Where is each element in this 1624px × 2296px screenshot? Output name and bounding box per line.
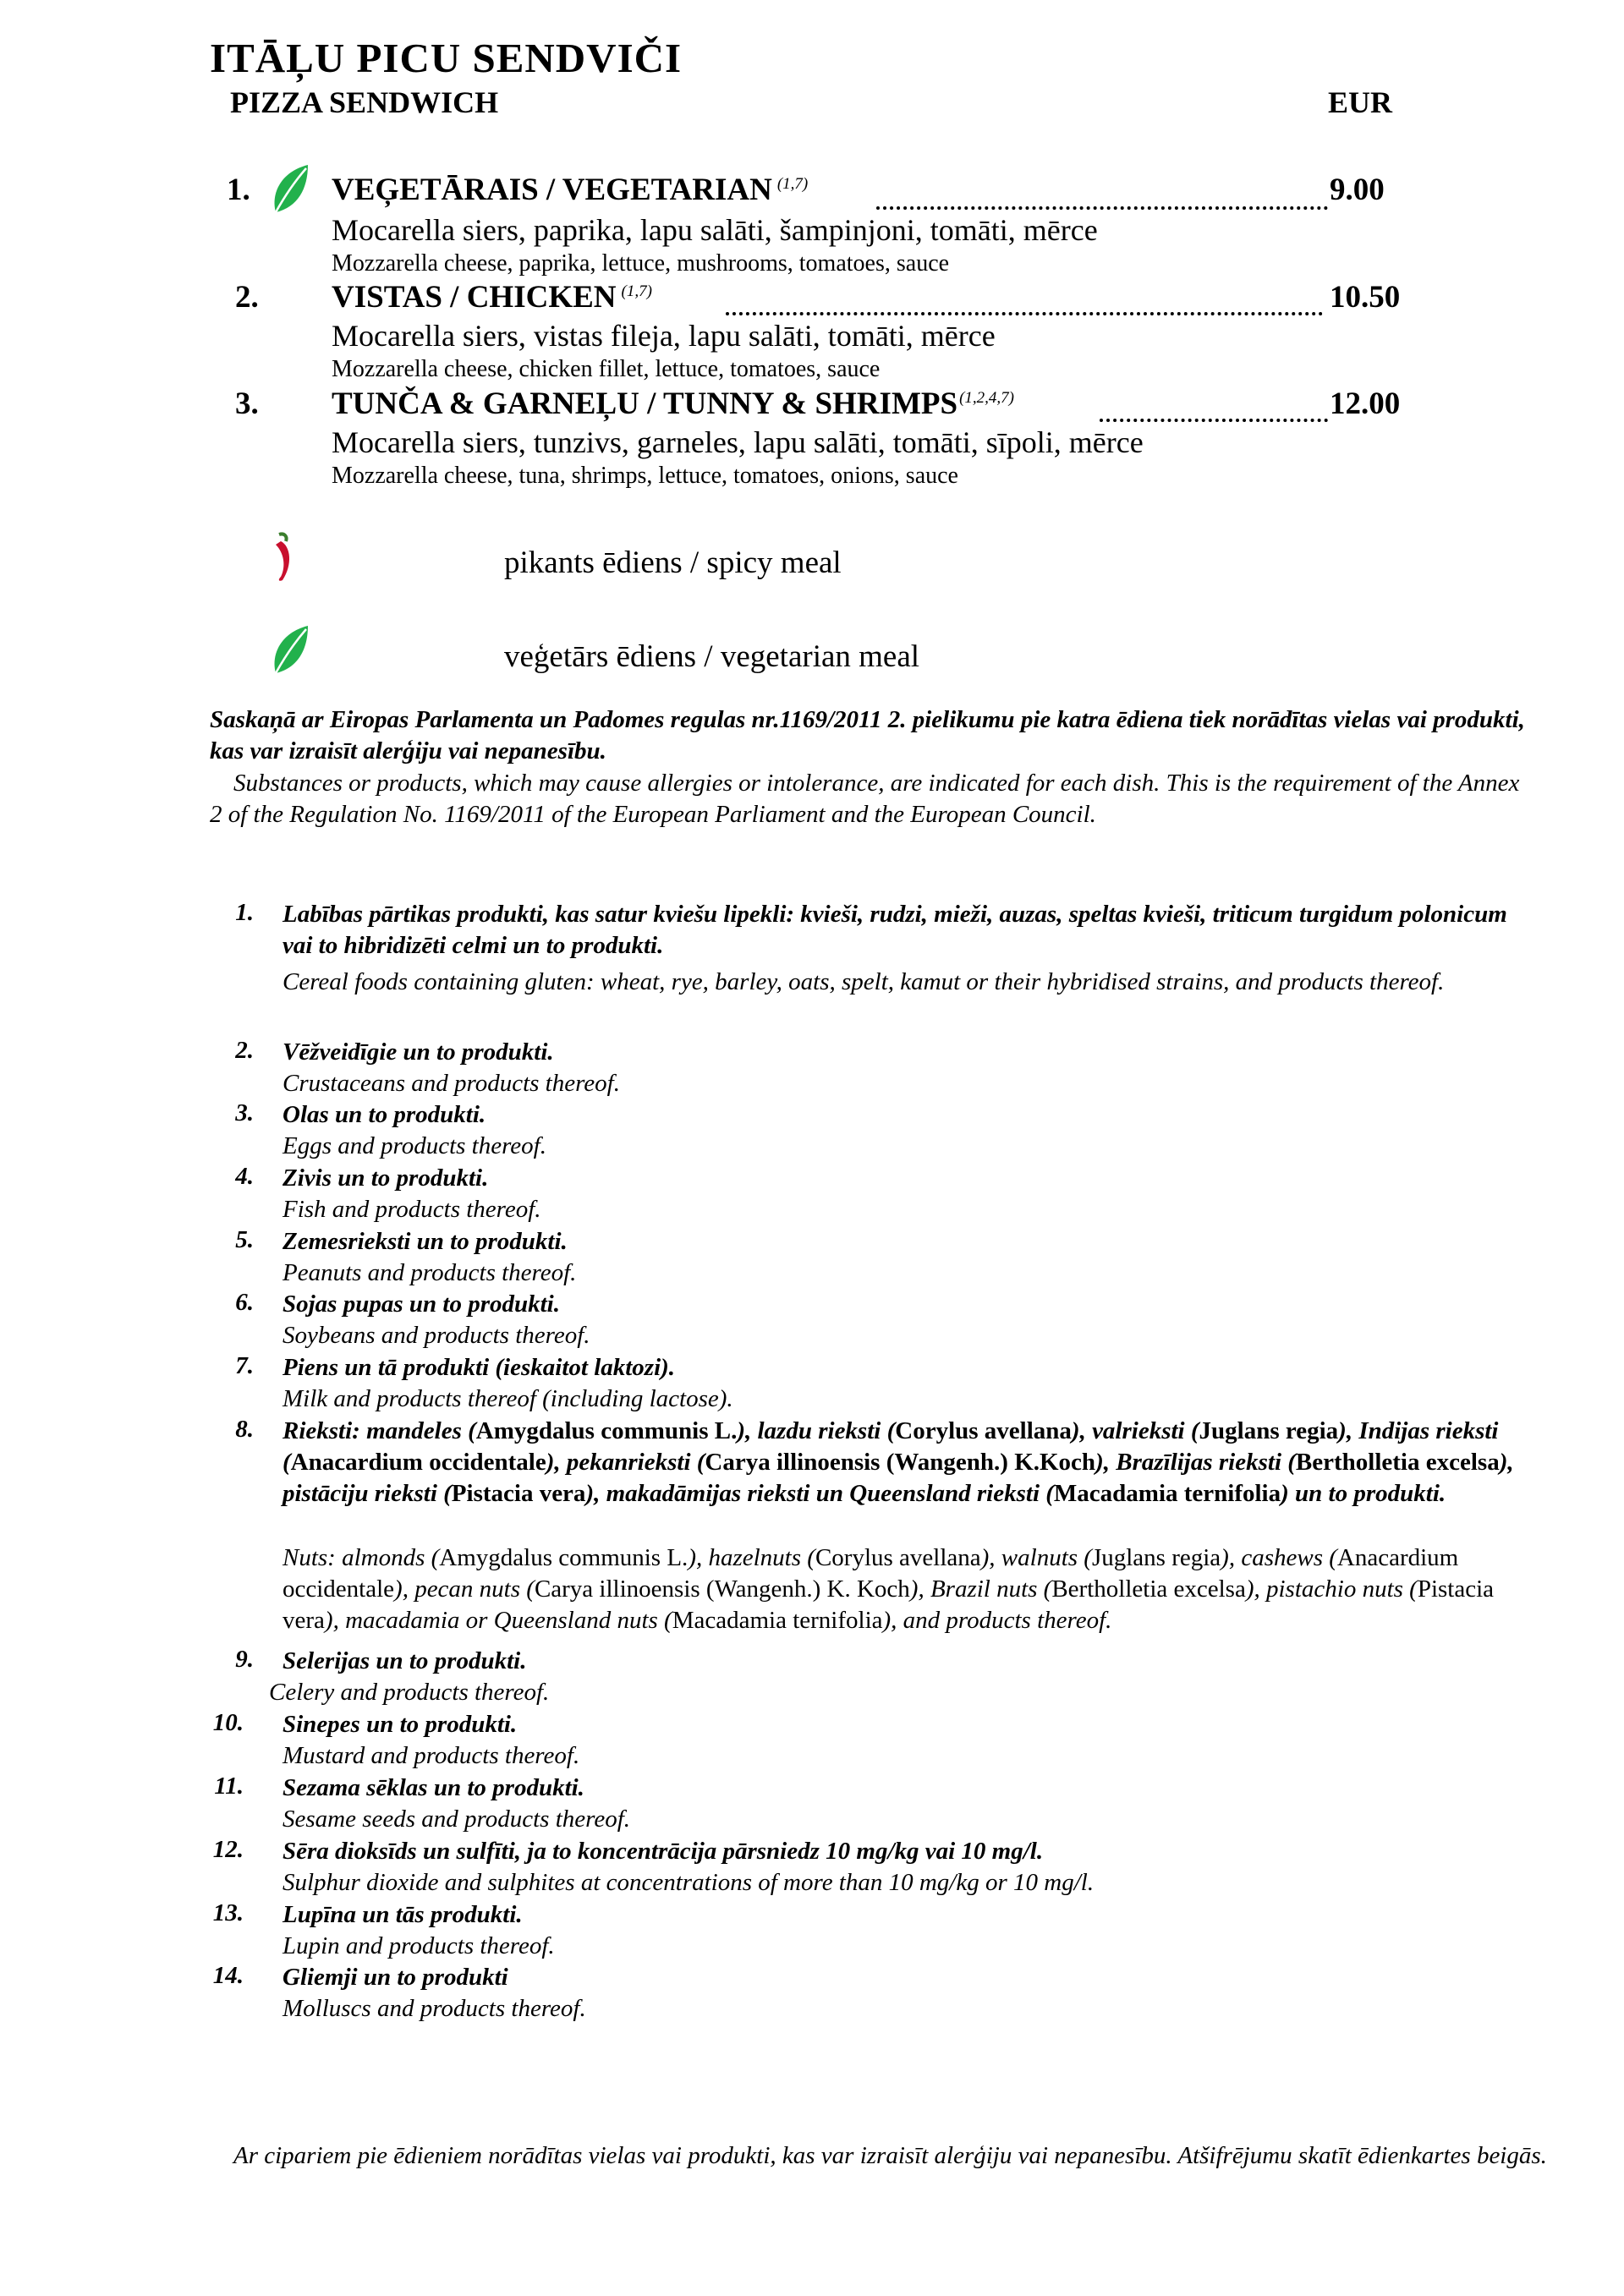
allergen-lv: Zemesrieksti un to produkti.	[283, 1228, 568, 1255]
allergen-number: 7.	[235, 1352, 254, 1379]
allergen-lv: Sēra dioksīds un sulfīti, ja to koncentrācija pārsniedz 10 mg/kg vai 10 mg/l.	[283, 1838, 1044, 1865]
nuts-lv-botanical-name: Juglans regia	[1199, 1417, 1339, 1444]
allergen-number: 4.	[235, 1163, 254, 1190]
nuts-en-botanical-name: Juglans regia	[1091, 1544, 1221, 1571]
leaf-icon	[269, 163, 311, 216]
nuts-en-botanical-name: Anacardium occidentale	[283, 1544, 1459, 1603]
allergen-number: 14.	[212, 1962, 244, 1989]
allergen-en: Celery and products thereof.	[269, 1679, 550, 1706]
allergen-number: 6.	[235, 1289, 254, 1316]
allergen-number: 3.	[235, 1099, 254, 1126]
regulation-lv: Saskaņā ar Eiropas Parlamenta un Padomes regulas nr.1169/2011 2. pielikumu pie katra ēdiena tiek norādītas vielas vai produkti, kas var izraisīt alerģiju vai nepanesību.	[210, 706, 1525, 764]
currency-label: EUR	[1328, 85, 1393, 119]
nuts-en-text: ), Brazil nuts (	[909, 1575, 1052, 1603]
nuts-lv-botanical-name: Amygdalus communis L.	[475, 1417, 738, 1444]
nuts-en-botanical-name: Macadamia ternifolia	[672, 1607, 883, 1634]
allergen-en	[283, 1543, 1534, 1636]
item-3-name: TUNČA & GARNEĻU / TUNNY & SHRIMPS $^{(1,2,4,7)}$	[332, 386, 1014, 421]
allergen-en: Molluscs and products thereof.	[283, 1995, 586, 2022]
nuts-en-botanical-name: Corylus avellana	[815, 1544, 981, 1571]
item-1-price: 9.00	[1330, 173, 1385, 207]
nuts-en-text: ), cashews (	[1221, 1544, 1337, 1571]
nuts-lv-botanical-name: Macadamia ternifolia	[1053, 1480, 1281, 1507]
item-1-leader	[876, 206, 1328, 210]
nuts-en-text: ), walnuts (	[980, 1544, 1092, 1571]
allergen-en: Lupin and products thereof.	[283, 1932, 555, 1959]
item-2-desc-lv: Mocarella siers, vistas fileja, lapu salāti, tomāti, mērce	[332, 319, 996, 353]
item-1-desc-lv: Mocarella siers, paprika, lapu salāti, šampinjoni, tomāti, mērce	[332, 213, 1098, 247]
nuts-lv-text: ), valrieksti (	[1071, 1417, 1199, 1444]
item-3-price: 12.00	[1330, 386, 1401, 421]
nuts-en-botanical-name: Amygdalus communis L.	[439, 1544, 689, 1571]
item-2-price: 10.50	[1330, 280, 1401, 315]
nuts-en-botanical-name: Carya illinoensis (Wangenh.) K. Koch	[534, 1575, 910, 1603]
allergen-lv: Zivis un to produkti.	[283, 1164, 489, 1192]
nuts-lv-text: ), lazdu rieksti (	[737, 1417, 896, 1444]
nuts-en-text: ), macadamia or Queensland nuts (	[324, 1607, 672, 1634]
legend-spicy: pikants ēdiens / spicy meal	[504, 545, 842, 580]
allergen-lv: Sezama sēklas un to produkti.	[283, 1774, 584, 1801]
nuts-lv-botanical-name: Pistacia vera	[451, 1480, 586, 1507]
regulation-en: Substances or products, which may cause allergies or intolerance, are indicated for each dish. This is the requirement of the Annex 2 of the Regulation No. 1169/2011 of the European Parliament and the European Council.	[210, 770, 1520, 828]
nuts-lv-botanical-name: Bertholletia excelsa	[1295, 1449, 1500, 1476]
nuts-lv-text: ), pekanrieksti (	[546, 1449, 705, 1476]
allergen-lv: Olas un to produkti.	[283, 1101, 486, 1128]
allergen-en: Soybeans and products thereof.	[283, 1322, 590, 1349]
item-2-leader	[726, 312, 1323, 315]
allergen-number: 10.	[212, 1709, 244, 1736]
nuts-lv-botanical-name: Corylus avellana	[895, 1417, 1072, 1444]
allergen-lv: Gliemji un to produkti	[283, 1964, 508, 1991]
item-3-leader	[1100, 419, 1328, 422]
allergen-number: 9.	[235, 1646, 254, 1673]
item-3-number: 3.	[235, 386, 259, 421]
allergen-lv: Sojas pupas un to produkti.	[283, 1290, 560, 1318]
item-1-number: 1.	[227, 173, 250, 207]
nuts-lv-text: ), Brazīlijas rieksti (	[1095, 1449, 1296, 1476]
nuts-en-text: ), and products thereof.	[882, 1607, 1112, 1634]
nuts-en-botanical-name: Bertholletia excelsa	[1051, 1575, 1246, 1603]
nuts-lv-text: ) un to produkti.	[1281, 1480, 1446, 1507]
allergen-number: 12.	[212, 1836, 244, 1863]
allergen-lv	[283, 1416, 1534, 1510]
nuts-lv-text: ), makadāmijas rieksti un Queensland rieksti (	[585, 1480, 1054, 1507]
item-1-name: VEĢETĀRAIS / VEGETARIAN $^{(1,7)}$	[332, 173, 809, 207]
allergen-en: Peanuts and products thereof.	[283, 1259, 577, 1286]
page-title: ITĀĻU PICU SENDVIČI	[210, 35, 683, 81]
allergen-en: Crustaceans and products thereof.	[283, 1070, 620, 1097]
item-3-desc-en: Mozzarella cheese, tuna, shrimps, lettuce, tomatoes, onions, sauce	[332, 463, 958, 489]
allergen-en: Sesame seeds and products thereof.	[283, 1806, 631, 1833]
item-1-desc-en: Mozzarella cheese, paprika, lettuce, mushrooms, tomatoes, sauce	[332, 250, 950, 277]
allergen-lv: Piens un tā produkti (ieskaitot laktozi).	[283, 1354, 676, 1381]
item-2-name: VISTAS / CHICKEN $^{(1,7)}$	[332, 280, 652, 315]
leaf-icon	[269, 624, 311, 677]
allergen-en: Cereal foods containing gluten: wheat, rye, barley, oats, spelt, kamut or their hybridised strains, and products thereof.	[283, 968, 1445, 995]
nuts-lv-botanical-name: Anacardium occidentale	[290, 1449, 546, 1476]
nuts-lv-text: Rieksti: mandeles (	[283, 1417, 476, 1444]
allergen-en: Mustard and products thereof.	[283, 1742, 580, 1769]
allergen-lv: Labības pārtikas produkti, kas satur kviešu lipekli: kvieši, rudzi, mieži, auzas, speltas kvieši, triticum turgidum polonicum vai to hibridizēti celmi un to produkti.	[283, 901, 1507, 959]
nuts-en-text: ), pistachio nuts (	[1245, 1575, 1418, 1603]
nuts-lv-text: ), pistāciju rieksti (	[283, 1449, 1514, 1507]
allergen-en: Milk and products thereof (including lactose).	[283, 1385, 733, 1412]
allergen-lv: Sinepes un to produkti.	[283, 1711, 518, 1738]
allergen-number: 2.	[235, 1037, 254, 1064]
nuts-en-botanical-name: Pistacia vera	[283, 1575, 1495, 1634]
nuts-lv-botanical-name: Carya illinoensis (Wangenh.) K.Koch	[705, 1449, 1096, 1476]
allergen-en: Fish and products thereof.	[283, 1196, 541, 1223]
allergen-number: 1.	[235, 899, 254, 926]
nuts-en-text: ), hazelnuts (	[688, 1544, 815, 1571]
allergen-en: Eggs and products thereof.	[283, 1132, 546, 1159]
allergen-number: 8.	[235, 1416, 254, 1443]
nuts-lv-text: ), Indijas rieksti (	[283, 1417, 1499, 1476]
allergen-number: 5.	[235, 1226, 254, 1253]
item-2-desc-en: Mozzarella cheese, chicken fillet, lettuce, tomatoes, sauce	[332, 356, 881, 382]
allergen-lv: Lupīna un tās produkti.	[283, 1901, 523, 1928]
nuts-en-text: ), pecan nuts (	[394, 1575, 535, 1603]
allergen-lv: Vēžveidīgie un to produkti.	[283, 1038, 554, 1066]
item-2-number: 2.	[235, 280, 259, 315]
allergen-number: 13.	[212, 1899, 244, 1926]
allergen-lv: Selerijas un to produkti.	[283, 1647, 527, 1674]
chili-icon	[267, 531, 301, 584]
page-subtitle: PIZZA SENDWICH	[230, 85, 499, 119]
legend-vegetarian: veģetārs ēdiens / vegetarian meal	[504, 639, 920, 674]
footer-note: Ar cipariem pie ēdieniem norādītas vielas vai produkti, kas var izraisīt alerģiju vai nepanesību. Atšifrējumu skatīt ēdienkartes beigās.	[233, 2142, 1547, 2169]
item-3-desc-lv: Mocarella siers, tunzivs, garneles, lapu salāti, tomāti, sīpoli, mērce	[332, 425, 1144, 459]
allergen-number: 11.	[214, 1773, 244, 1800]
allergen-en: Sulphur dioxide and sulphites at concentrations of more than 10 mg/kg or 10 mg/l.	[283, 1869, 1095, 1896]
nuts-en-text: Nuts: almonds (	[283, 1544, 440, 1571]
